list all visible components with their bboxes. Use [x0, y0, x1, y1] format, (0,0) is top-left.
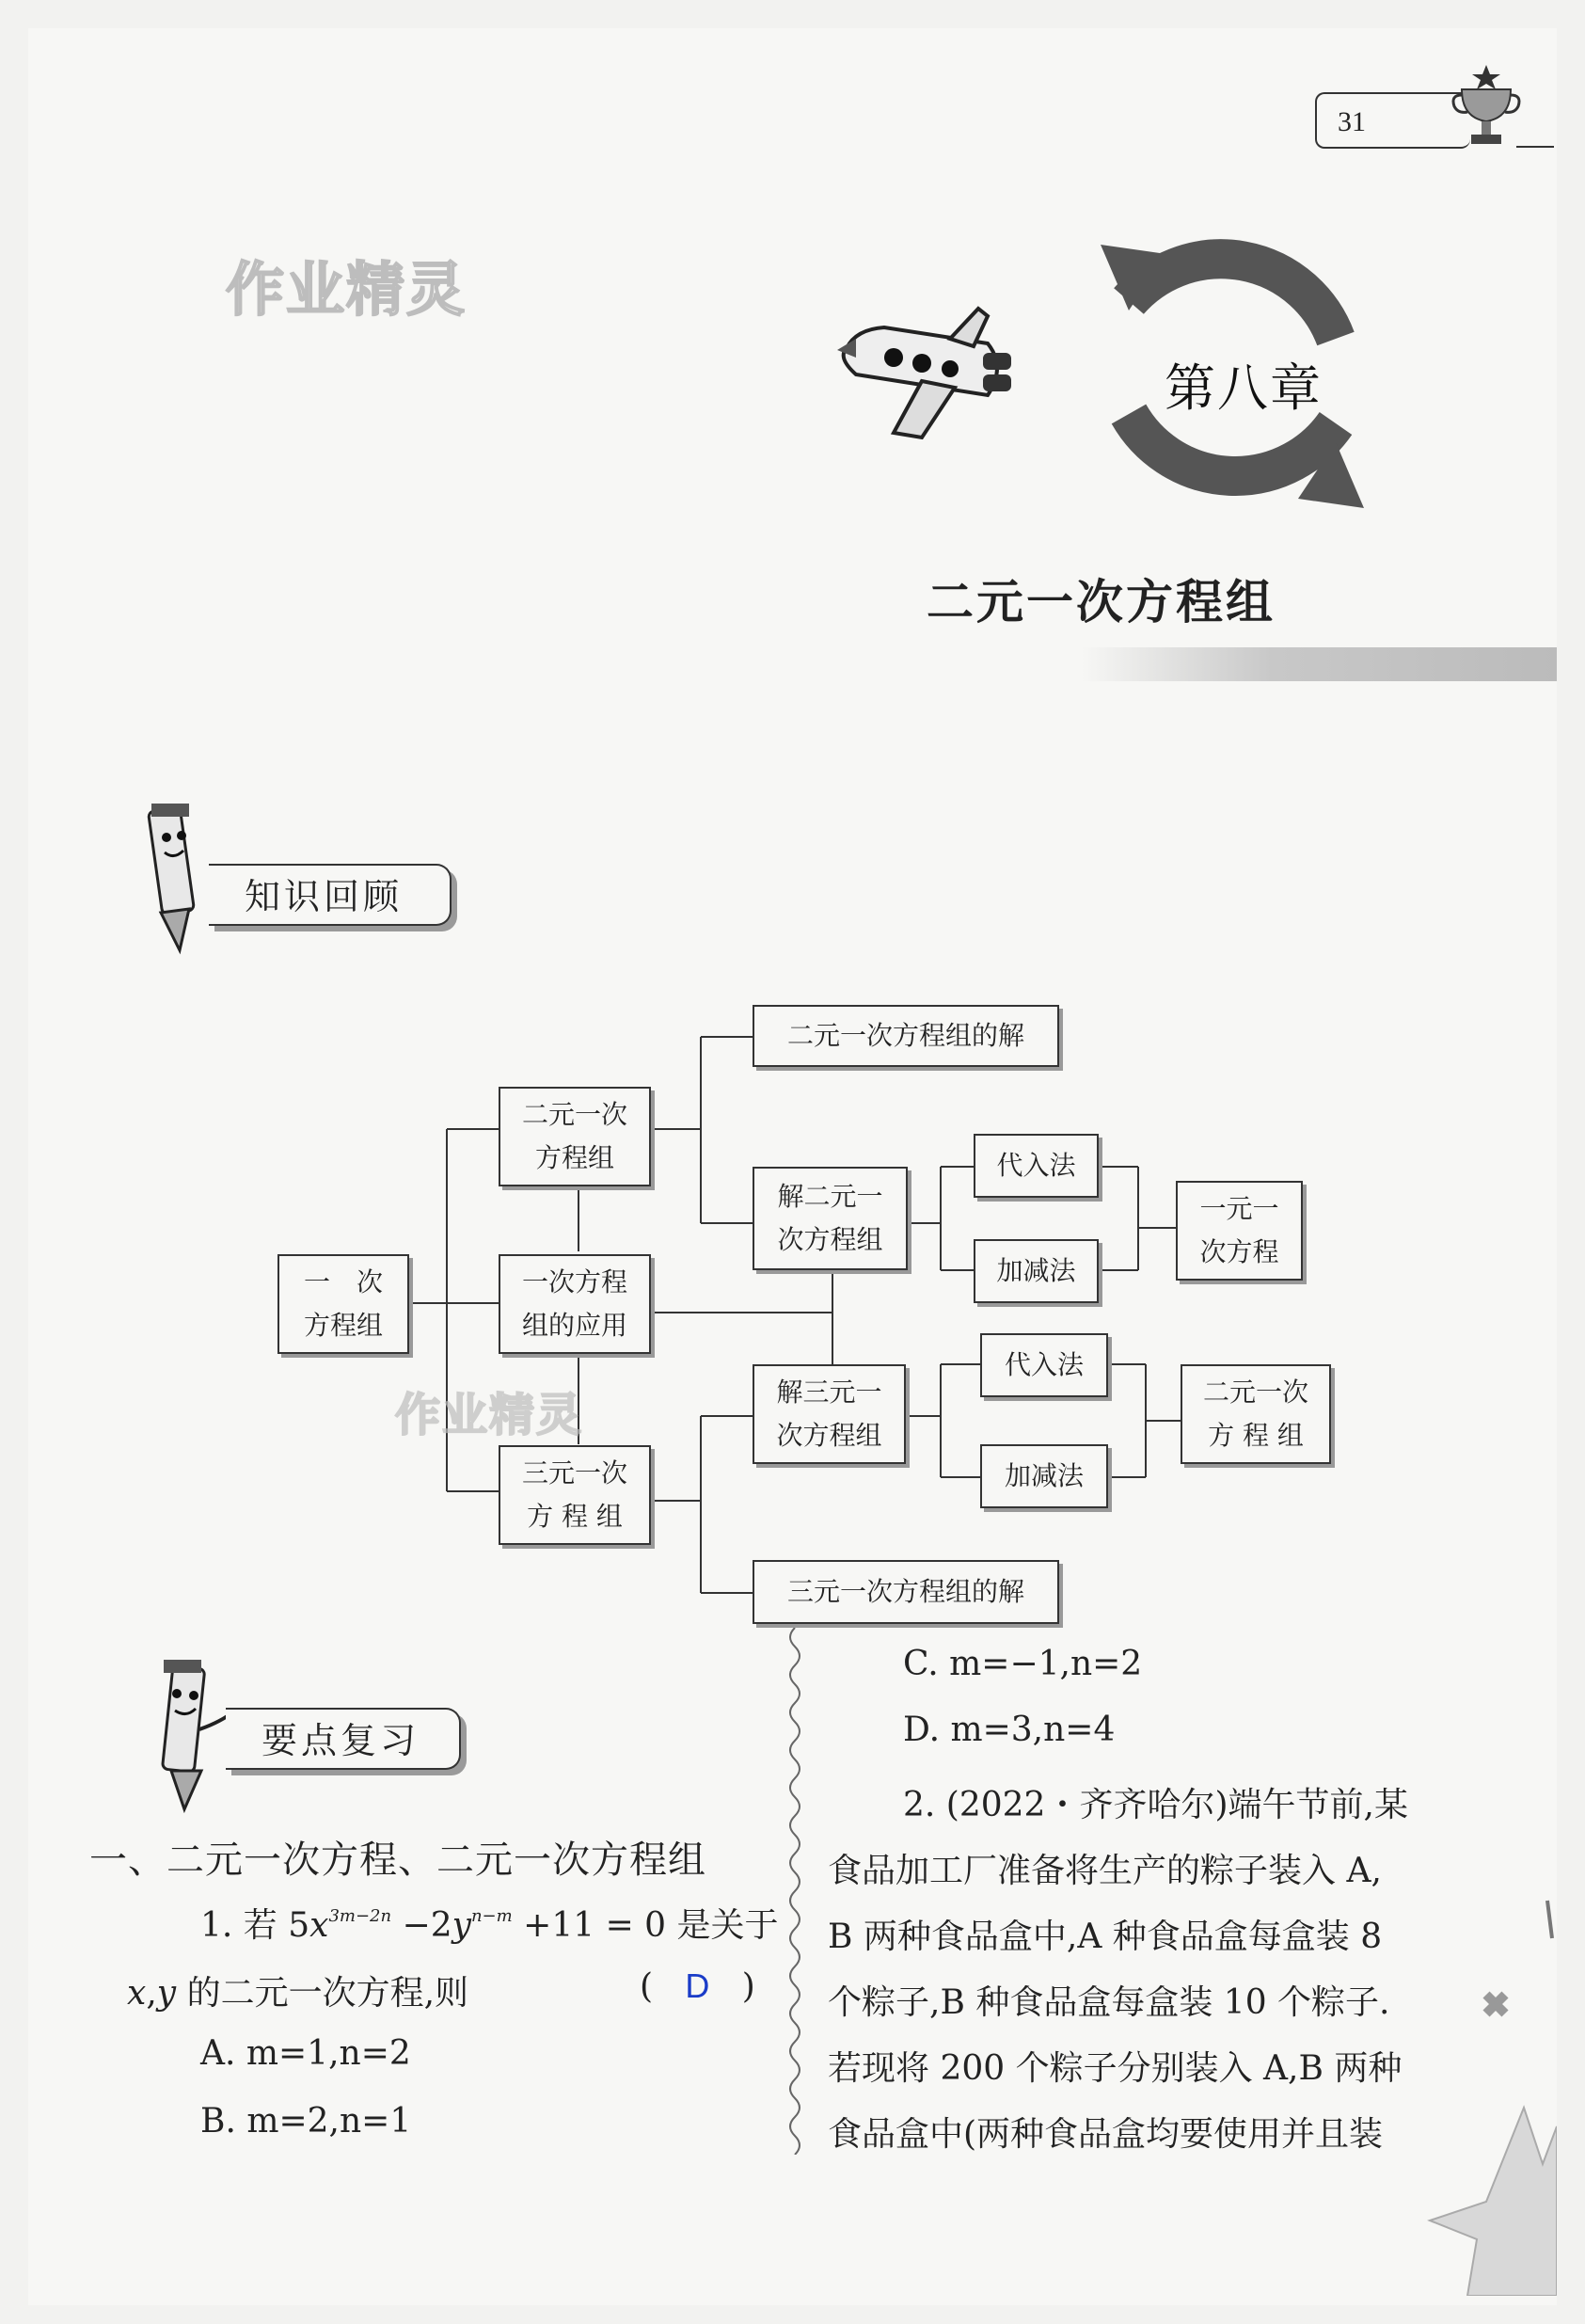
section-heading: 一、二元一次方程、二元一次方程组: [89, 1839, 706, 1882]
node-solve-three-variable: 解三元一 次方程组: [753, 1364, 906, 1464]
question-2-line: 若现将 200 个粽子分别装入 A,B 两种: [828, 2049, 1403, 2088]
question-2-line: B 两种食品盒中,A 种食品盒每盒装 8: [828, 1918, 1383, 1956]
node-two-variable-solution: 二元一次方程组的解: [753, 1005, 1059, 1067]
node-three-variable-solution: 三元一次方程组的解: [753, 1560, 1059, 1624]
question-2-line: 个粽子,B 种食品盒每盒装 10 个粽子.: [828, 1983, 1390, 2022]
option-b: B. m=2,n=1: [200, 2102, 412, 2141]
chapter-label: 第八章: [1165, 358, 1323, 418]
question-2-line: 食品加工厂准备将生产的粽子装入 A,: [828, 1852, 1382, 1890]
chapter-title: 二元一次方程组: [927, 574, 1276, 629]
node-elimination-method-2: 加减法: [980, 1444, 1108, 1508]
page-number: 31: [1315, 92, 1470, 149]
watermark-diagram: 作业精灵: [395, 1389, 584, 1441]
node-substitution-method-1: 代入法: [974, 1134, 1099, 1198]
node-two-variable-system: 二元一次 方程组: [499, 1087, 651, 1186]
column-divider: [781, 1628, 809, 2155]
answer-bracket: ( D ): [640, 1966, 755, 2006]
section-tag-keypoints: 要点复习: [226, 1708, 461, 1770]
node-one-variable-systems: 一 次 方程组: [277, 1254, 409, 1354]
node-two-variable-system-result: 二元一次 方 程 组: [1181, 1364, 1331, 1464]
option-c: C. m=−1,n=2: [903, 1645, 1143, 1683]
option-d: D. m=3,n=4: [903, 1711, 1116, 1749]
node-solve-two-variable: 解二元一 次方程组: [753, 1167, 908, 1270]
node-one-variable-equation: 一元一 次方程: [1176, 1181, 1303, 1281]
node-system-application: 一次方程 组的应用: [499, 1254, 651, 1354]
node-three-variable-system: 三元一次 方 程 组: [499, 1445, 651, 1545]
node-elimination-method-1: 加减法: [974, 1239, 1099, 1303]
section-tag-review: 知识回顾: [209, 864, 452, 926]
watermark: 作业精灵: [226, 255, 468, 324]
option-a: A. m=1,n=2: [200, 2034, 411, 2073]
answer-choice: D: [685, 1966, 710, 2005]
question-1-line-1: 1. 若 $5x^{3m-2n} -2y^{n-m} +11 = 0$ 是关于: [200, 1906, 779, 1945]
question-2-line: 食品盒中(两种食品盒均要使用并且装: [828, 2115, 1384, 2154]
question-2-line: 2. (2022・齐齐哈尔)端午节前,某: [903, 1786, 1408, 1824]
node-substitution-method-2: 代入法: [980, 1333, 1108, 1397]
decorative-star-icon: [1411, 1882, 1557, 2296]
question-1-line-2: x,y 的二元一次方程,则: [127, 1974, 469, 2013]
